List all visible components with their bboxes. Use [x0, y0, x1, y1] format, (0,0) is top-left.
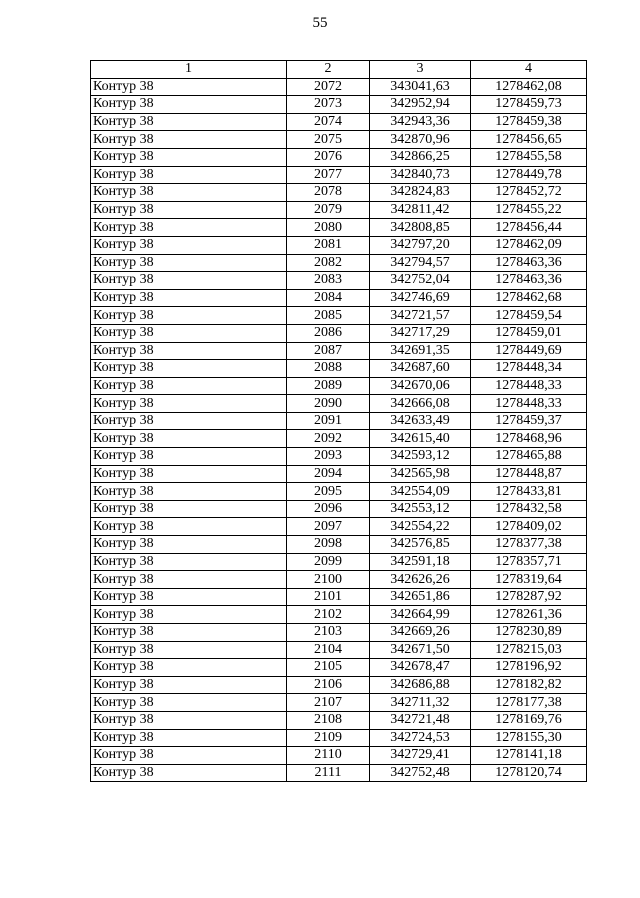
- x-coordinate-cell: 342721,48: [370, 711, 471, 729]
- table-row: [91, 483, 587, 501]
- column-header-3: 3: [370, 61, 471, 79]
- x-coordinate-cell: 343041,63: [370, 78, 471, 96]
- contour-name-cell: Контур 38: [91, 96, 287, 114]
- x-coordinate-cell: 342721,57: [370, 307, 471, 325]
- table-row: [91, 272, 587, 290]
- contour-name-cell: Контур 38: [91, 166, 287, 184]
- y-coordinate-cell: 1278448,33: [471, 377, 587, 395]
- column-header-2: 2: [287, 61, 370, 79]
- table-row: [91, 747, 587, 765]
- x-coordinate-cell: 342686,88: [370, 676, 471, 694]
- column-header-1: 1: [91, 61, 287, 79]
- y-coordinate-cell: 1278409,02: [471, 518, 587, 536]
- x-coordinate-cell: 342794,57: [370, 254, 471, 272]
- y-coordinate-cell: 1278448,87: [471, 465, 587, 483]
- y-coordinate-cell: 1278357,71: [471, 553, 587, 571]
- point-number-cell: 2100: [287, 571, 370, 589]
- table-row: [91, 78, 587, 96]
- column-header-4: 4: [471, 61, 587, 79]
- table-row: [91, 377, 587, 395]
- point-number-cell: 2078: [287, 184, 370, 202]
- x-coordinate-cell: 342752,48: [370, 764, 471, 782]
- contour-name-cell: Контур 38: [91, 536, 287, 554]
- y-coordinate-cell: 1278462,68: [471, 289, 587, 307]
- point-number-cell: 2085: [287, 307, 370, 325]
- x-coordinate-cell: 342952,94: [370, 96, 471, 114]
- point-number-cell: 2090: [287, 395, 370, 413]
- x-coordinate-cell: 342808,85: [370, 219, 471, 237]
- x-coordinate-cell: 342670,06: [370, 377, 471, 395]
- table-row: [91, 113, 587, 131]
- y-coordinate-cell: 1278459,37: [471, 412, 587, 430]
- x-coordinate-cell: 342633,49: [370, 412, 471, 430]
- y-coordinate-cell: 1278432,58: [471, 500, 587, 518]
- point-number-cell: 2095: [287, 483, 370, 501]
- table-row: [91, 606, 587, 624]
- x-coordinate-cell: 342553,12: [370, 500, 471, 518]
- contour-name-cell: Контур 38: [91, 729, 287, 747]
- x-coordinate-cell: 342797,20: [370, 236, 471, 254]
- table-row: [91, 624, 587, 642]
- table-row: [91, 764, 587, 782]
- y-coordinate-cell: 1278319,64: [471, 571, 587, 589]
- y-coordinate-cell: 1278452,72: [471, 184, 587, 202]
- table-row: [91, 236, 587, 254]
- point-number-cell: 2075: [287, 131, 370, 149]
- x-coordinate-cell: 342724,53: [370, 729, 471, 747]
- y-coordinate-cell: 1278177,38: [471, 694, 587, 712]
- table-row: [91, 148, 587, 166]
- point-number-cell: 2109: [287, 729, 370, 747]
- contour-name-cell: Контур 38: [91, 747, 287, 765]
- y-coordinate-cell: 1278456,44: [471, 219, 587, 237]
- y-coordinate-cell: 1278196,92: [471, 659, 587, 677]
- y-coordinate-cell: 1278468,96: [471, 430, 587, 448]
- y-coordinate-cell: 1278459,73: [471, 96, 587, 114]
- y-coordinate-cell: 1278230,89: [471, 624, 587, 642]
- x-coordinate-cell: 342565,98: [370, 465, 471, 483]
- y-coordinate-cell: 1278141,18: [471, 747, 587, 765]
- table-row: [91, 166, 587, 184]
- contour-name-cell: Контур 38: [91, 342, 287, 360]
- table-row: [91, 588, 587, 606]
- y-coordinate-cell: 1278459,01: [471, 324, 587, 342]
- x-coordinate-cell: 342811,42: [370, 201, 471, 219]
- contour-name-cell: Контур 38: [91, 448, 287, 466]
- point-number-cell: 2105: [287, 659, 370, 677]
- table-row: [91, 324, 587, 342]
- point-number-cell: 2098: [287, 536, 370, 554]
- x-coordinate-cell: 342554,22: [370, 518, 471, 536]
- table-row: [91, 342, 587, 360]
- x-coordinate-cell: 342840,73: [370, 166, 471, 184]
- contour-name-cell: Контур 38: [91, 289, 287, 307]
- contour-name-cell: Контур 38: [91, 465, 287, 483]
- y-coordinate-cell: 1278182,82: [471, 676, 587, 694]
- table-row: [91, 289, 587, 307]
- y-coordinate-cell: 1278462,08: [471, 78, 587, 96]
- contour-name-cell: Контур 38: [91, 624, 287, 642]
- contour-name-cell: Контур 38: [91, 500, 287, 518]
- table-row: [91, 676, 587, 694]
- table-row: [91, 201, 587, 219]
- y-coordinate-cell: 1278120,74: [471, 764, 587, 782]
- table-row: [91, 711, 587, 729]
- y-coordinate-cell: 1278449,78: [471, 166, 587, 184]
- contour-name-cell: Контур 38: [91, 588, 287, 606]
- point-number-cell: 2081: [287, 236, 370, 254]
- x-coordinate-cell: 342687,60: [370, 360, 471, 378]
- y-coordinate-cell: 1278455,58: [471, 148, 587, 166]
- y-coordinate-cell: 1278215,03: [471, 641, 587, 659]
- x-coordinate-cell: 342711,32: [370, 694, 471, 712]
- x-coordinate-cell: 342717,29: [370, 324, 471, 342]
- y-coordinate-cell: 1278287,92: [471, 588, 587, 606]
- point-number-cell: 2073: [287, 96, 370, 114]
- y-coordinate-cell: 1278448,34: [471, 360, 587, 378]
- point-number-cell: 2072: [287, 78, 370, 96]
- x-coordinate-cell: 342664,99: [370, 606, 471, 624]
- x-coordinate-cell: 342593,12: [370, 448, 471, 466]
- contour-name-cell: Контур 38: [91, 606, 287, 624]
- point-number-cell: 2082: [287, 254, 370, 272]
- x-coordinate-cell: 342691,35: [370, 342, 471, 360]
- x-coordinate-cell: 342746,69: [370, 289, 471, 307]
- contour-name-cell: Контур 38: [91, 324, 287, 342]
- table-row: [91, 131, 587, 149]
- table-row: [91, 448, 587, 466]
- point-number-cell: 2079: [287, 201, 370, 219]
- table-row: [91, 184, 587, 202]
- point-number-cell: 2110: [287, 747, 370, 765]
- point-number-cell: 2103: [287, 624, 370, 642]
- table-row: [91, 571, 587, 589]
- x-coordinate-cell: 342554,09: [370, 483, 471, 501]
- point-number-cell: 2077: [287, 166, 370, 184]
- point-number-cell: 2106: [287, 676, 370, 694]
- point-number-cell: 2074: [287, 113, 370, 131]
- contour-name-cell: Контур 38: [91, 430, 287, 448]
- point-number-cell: 2083: [287, 272, 370, 290]
- point-number-cell: 2094: [287, 465, 370, 483]
- contour-name-cell: Контур 38: [91, 395, 287, 413]
- y-coordinate-cell: 1278449,69: [471, 342, 587, 360]
- point-number-cell: 2093: [287, 448, 370, 466]
- contour-name-cell: Контур 38: [91, 694, 287, 712]
- contour-name-cell: Контур 38: [91, 78, 287, 96]
- table-row: [91, 500, 587, 518]
- x-coordinate-cell: 342591,18: [370, 553, 471, 571]
- table-row: [91, 307, 587, 325]
- contour-name-cell: Контур 38: [91, 641, 287, 659]
- point-number-cell: 2080: [287, 219, 370, 237]
- point-number-cell: 2102: [287, 606, 370, 624]
- x-coordinate-cell: 342824,83: [370, 184, 471, 202]
- y-coordinate-cell: 1278459,54: [471, 307, 587, 325]
- table-row: [91, 360, 587, 378]
- table-row: [91, 254, 587, 272]
- table-row: [91, 553, 587, 571]
- table-row: [91, 694, 587, 712]
- x-coordinate-cell: 342678,47: [370, 659, 471, 677]
- y-coordinate-cell: 1278155,30: [471, 729, 587, 747]
- table-row: [91, 96, 587, 114]
- x-coordinate-cell: 342752,04: [370, 272, 471, 290]
- contour-name-cell: Контур 38: [91, 676, 287, 694]
- x-coordinate-cell: 342666,08: [370, 395, 471, 413]
- table-row: [91, 395, 587, 413]
- x-coordinate-cell: 342729,41: [370, 747, 471, 765]
- contour-name-cell: Контур 38: [91, 571, 287, 589]
- y-coordinate-cell: 1278448,33: [471, 395, 587, 413]
- contour-name-cell: Контур 38: [91, 219, 287, 237]
- x-coordinate-cell: 342671,50: [370, 641, 471, 659]
- contour-name-cell: Контур 38: [91, 360, 287, 378]
- point-number-cell: 2107: [287, 694, 370, 712]
- contour-name-cell: Контур 38: [91, 764, 287, 782]
- x-coordinate-cell: 342626,26: [370, 571, 471, 589]
- contour-name-cell: Контур 38: [91, 659, 287, 677]
- contour-name-cell: Контур 38: [91, 518, 287, 536]
- table-row: [91, 412, 587, 430]
- table-row: [91, 465, 587, 483]
- contour-name-cell: Контур 38: [91, 254, 287, 272]
- contour-name-cell: Контур 38: [91, 483, 287, 501]
- table-body: [91, 78, 587, 782]
- x-coordinate-cell: 342615,40: [370, 430, 471, 448]
- contour-name-cell: Контур 38: [91, 184, 287, 202]
- contour-name-cell: Контур 38: [91, 711, 287, 729]
- point-number-cell: 2101: [287, 588, 370, 606]
- point-number-cell: 2099: [287, 553, 370, 571]
- y-coordinate-cell: 1278465,88: [471, 448, 587, 466]
- contour-name-cell: Контур 38: [91, 553, 287, 571]
- y-coordinate-cell: 1278462,09: [471, 236, 587, 254]
- table-row: [91, 641, 587, 659]
- x-coordinate-cell: 342866,25: [370, 148, 471, 166]
- contour-name-cell: Контур 38: [91, 201, 287, 219]
- coordinates-table: [90, 60, 587, 782]
- x-coordinate-cell: 342651,86: [370, 588, 471, 606]
- contour-name-cell: Контур 38: [91, 272, 287, 290]
- point-number-cell: 2084: [287, 289, 370, 307]
- y-coordinate-cell: 1278459,38: [471, 113, 587, 131]
- point-number-cell: 2108: [287, 711, 370, 729]
- y-coordinate-cell: 1278169,76: [471, 711, 587, 729]
- point-number-cell: 2086: [287, 324, 370, 342]
- table-row: [91, 729, 587, 747]
- x-coordinate-cell: 342576,85: [370, 536, 471, 554]
- table-header-row: [91, 61, 587, 79]
- contour-name-cell: Контур 38: [91, 131, 287, 149]
- contour-name-cell: Контур 38: [91, 412, 287, 430]
- point-number-cell: 2089: [287, 377, 370, 395]
- point-number-cell: 2104: [287, 641, 370, 659]
- table-row: [91, 219, 587, 237]
- table-row: [91, 536, 587, 554]
- point-number-cell: 2076: [287, 148, 370, 166]
- y-coordinate-cell: 1278456,65: [471, 131, 587, 149]
- table-row: [91, 430, 587, 448]
- point-number-cell: 2092: [287, 430, 370, 448]
- contour-name-cell: Контур 38: [91, 148, 287, 166]
- point-number-cell: 2091: [287, 412, 370, 430]
- x-coordinate-cell: 342669,26: [370, 624, 471, 642]
- table-row: [91, 659, 587, 677]
- y-coordinate-cell: 1278261,36: [471, 606, 587, 624]
- y-coordinate-cell: 1278463,36: [471, 254, 587, 272]
- point-number-cell: 2087: [287, 342, 370, 360]
- y-coordinate-cell: 1278455,22: [471, 201, 587, 219]
- contour-name-cell: Контур 38: [91, 113, 287, 131]
- point-number-cell: 2097: [287, 518, 370, 536]
- point-number-cell: 2096: [287, 500, 370, 518]
- y-coordinate-cell: 1278433,81: [471, 483, 587, 501]
- table-row: [91, 518, 587, 536]
- contour-name-cell: Контур 38: [91, 377, 287, 395]
- point-number-cell: 2111: [287, 764, 370, 782]
- y-coordinate-cell: 1278463,36: [471, 272, 587, 290]
- contour-name-cell: Контур 38: [91, 236, 287, 254]
- page-number: 55: [312, 15, 328, 31]
- point-number-cell: 2088: [287, 360, 370, 378]
- x-coordinate-cell: 342870,96: [370, 131, 471, 149]
- contour-name-cell: Контур 38: [91, 307, 287, 325]
- x-coordinate-cell: 342943,36: [370, 113, 471, 131]
- y-coordinate-cell: 1278377,38: [471, 536, 587, 554]
